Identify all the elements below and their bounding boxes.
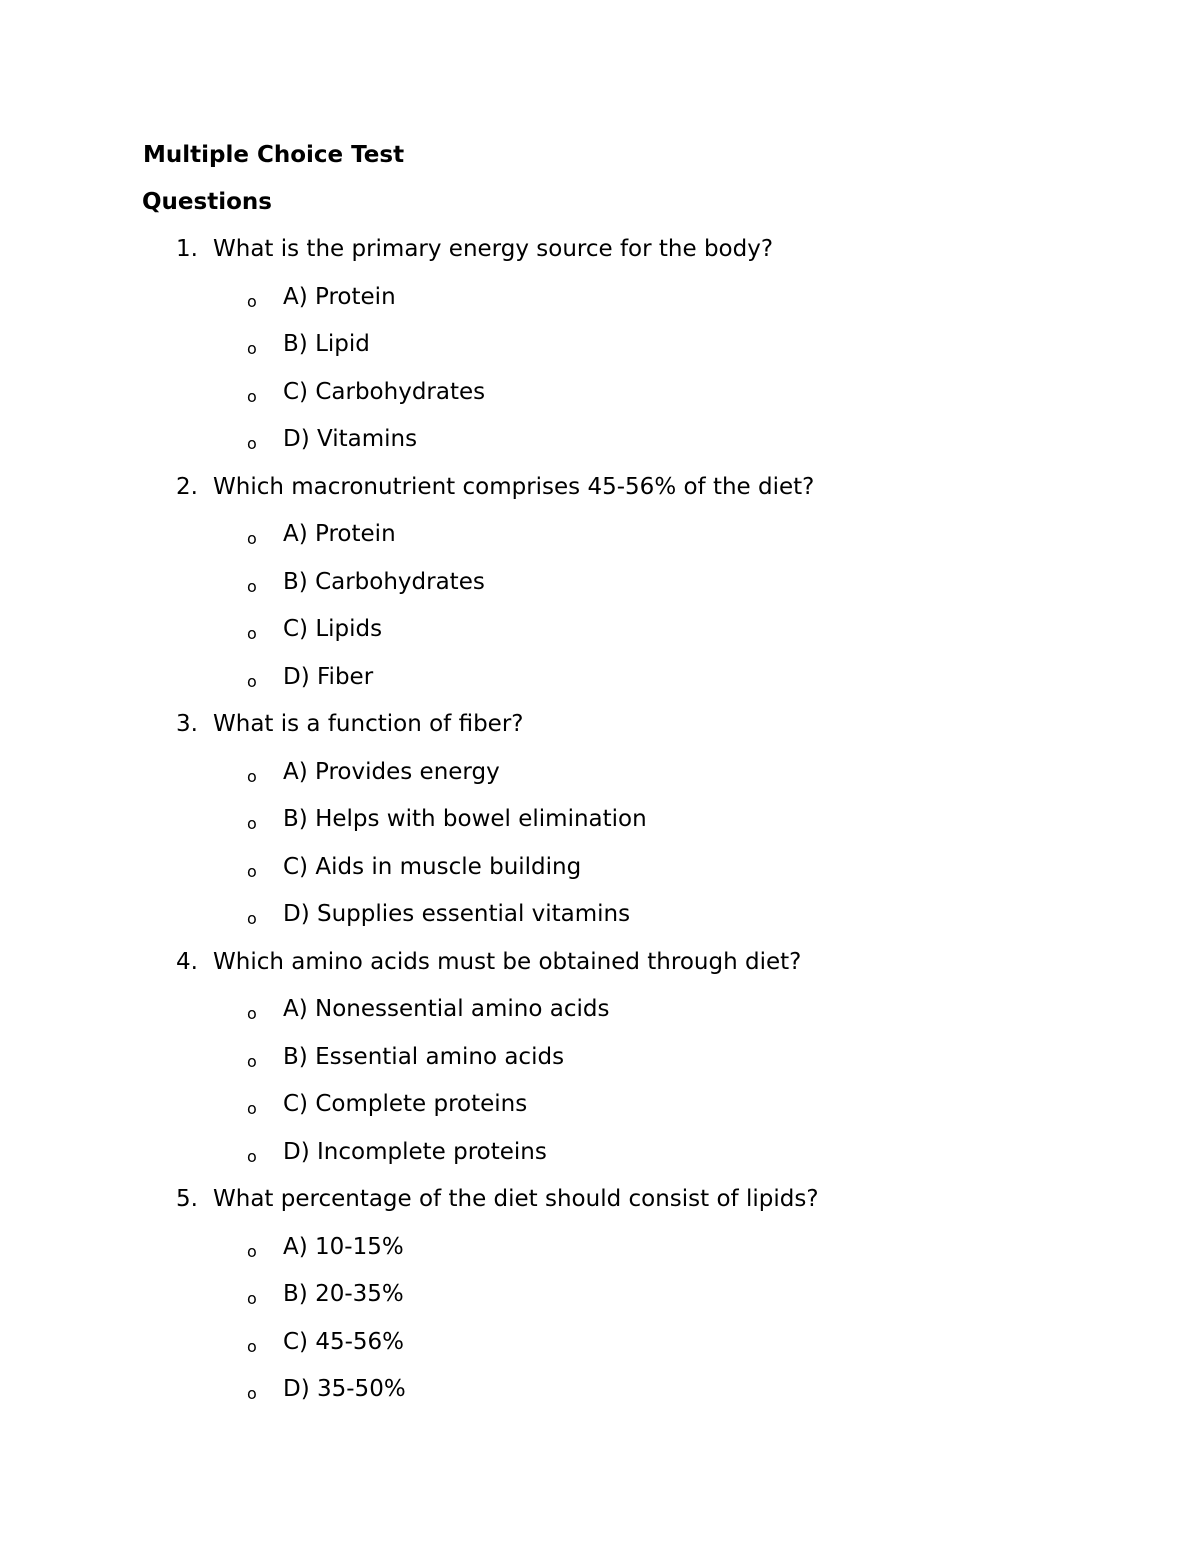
option-text: C) Aids in muscle building <box>283 853 582 880</box>
option-text: B) 20-35% <box>283 1281 404 1307</box>
answer-option <box>0 613 1200 661</box>
question-text: What is the primary energy source for the body? <box>213 236 774 262</box>
option-text: D) Fiber <box>283 663 374 690</box>
question-item <box>0 233 1200 281</box>
circle-bullet-icon: o <box>247 909 257 928</box>
answer-option <box>0 898 1200 946</box>
option-text: A) Protein <box>283 283 396 310</box>
answer-option <box>0 1373 1200 1421</box>
question-number: 2. <box>176 473 198 500</box>
circle-bullet-icon: o <box>247 434 257 453</box>
answer-option <box>0 376 1200 424</box>
option-text: D) Incomplete proteins <box>283 1138 547 1165</box>
circle-bullet-icon: o <box>247 1004 257 1023</box>
circle-bullet-icon: o <box>247 814 257 833</box>
answer-option <box>0 993 1200 1041</box>
circle-bullet-icon: o <box>247 1384 257 1403</box>
answer-option <box>0 1041 1200 1089</box>
option-text: C) Lipids <box>283 616 383 642</box>
answer-option <box>0 851 1200 899</box>
circle-bullet-icon: o <box>247 339 257 358</box>
page-title: Multiple Choice Test <box>143 142 405 168</box>
option-text: A) Nonessential amino acids <box>283 996 610 1022</box>
option-text: A) Protein <box>283 521 396 547</box>
answer-option <box>0 1231 1200 1279</box>
question-item <box>0 471 1200 519</box>
circle-bullet-icon: o <box>247 1241 257 1261</box>
question-number: 5. <box>176 1186 198 1212</box>
answer-option <box>0 803 1200 851</box>
circle-bullet-icon: o <box>247 1146 257 1166</box>
section-heading: Questions <box>142 189 272 215</box>
circle-bullet-icon: o <box>247 386 257 406</box>
option-text: B) Essential amino acids <box>283 1043 565 1070</box>
option-text: D) 35-50% <box>283 1376 406 1402</box>
circle-bullet-icon: o <box>247 671 257 691</box>
option-text: A) 10-15% <box>283 1233 404 1260</box>
answer-option <box>0 1088 1200 1136</box>
option-text: D) Supplies essential vitamins <box>283 901 631 927</box>
answer-option <box>0 661 1200 709</box>
circle-bullet-icon: o <box>247 529 257 548</box>
option-text: A) Provides energy <box>283 758 500 785</box>
option-text: B) Helps with bowel elimination <box>283 806 647 832</box>
circle-bullet-icon: o <box>247 766 257 786</box>
question-text: Which macronutrient comprises 45-56% of the diet? <box>213 473 815 500</box>
option-text: B) Carbohydrates <box>283 568 485 595</box>
answer-option <box>0 756 1200 804</box>
circle-bullet-icon: o <box>247 1051 257 1071</box>
circle-bullet-icon: o <box>247 861 257 881</box>
answer-option <box>0 1326 1200 1374</box>
question-item <box>0 708 1200 756</box>
option-text: D) Vitamins <box>283 426 418 452</box>
question-number: 3. <box>176 711 198 737</box>
question-item <box>0 946 1200 994</box>
circle-bullet-icon: o <box>247 624 257 643</box>
question-item <box>0 1183 1200 1231</box>
answer-option <box>0 1278 1200 1326</box>
answer-option <box>0 566 1200 614</box>
option-text: C) Carbohydrates <box>283 378 486 405</box>
question-text: What percentage of the diet should consist of lipids? <box>213 1186 819 1212</box>
circle-bullet-icon: o <box>247 1289 257 1308</box>
answer-option <box>0 281 1200 329</box>
question-text: What is a function of fiber? <box>213 711 524 737</box>
question-list <box>0 233 1200 1421</box>
answer-option <box>0 328 1200 376</box>
option-text: B) Lipid <box>283 331 370 357</box>
answer-option <box>0 518 1200 566</box>
question-text: Which amino acids must be obtained through diet? <box>213 948 802 975</box>
question-number: 1. <box>176 236 198 262</box>
answer-option <box>0 1136 1200 1184</box>
circle-bullet-icon: o <box>247 1336 257 1356</box>
circle-bullet-icon: o <box>247 1099 257 1118</box>
circle-bullet-icon: o <box>247 291 257 311</box>
option-text: C) 45-56% <box>283 1328 405 1355</box>
option-text: C) Complete proteins <box>283 1091 528 1117</box>
answer-option <box>0 423 1200 471</box>
question-number: 4. <box>176 948 198 975</box>
circle-bullet-icon: o <box>247 576 257 596</box>
